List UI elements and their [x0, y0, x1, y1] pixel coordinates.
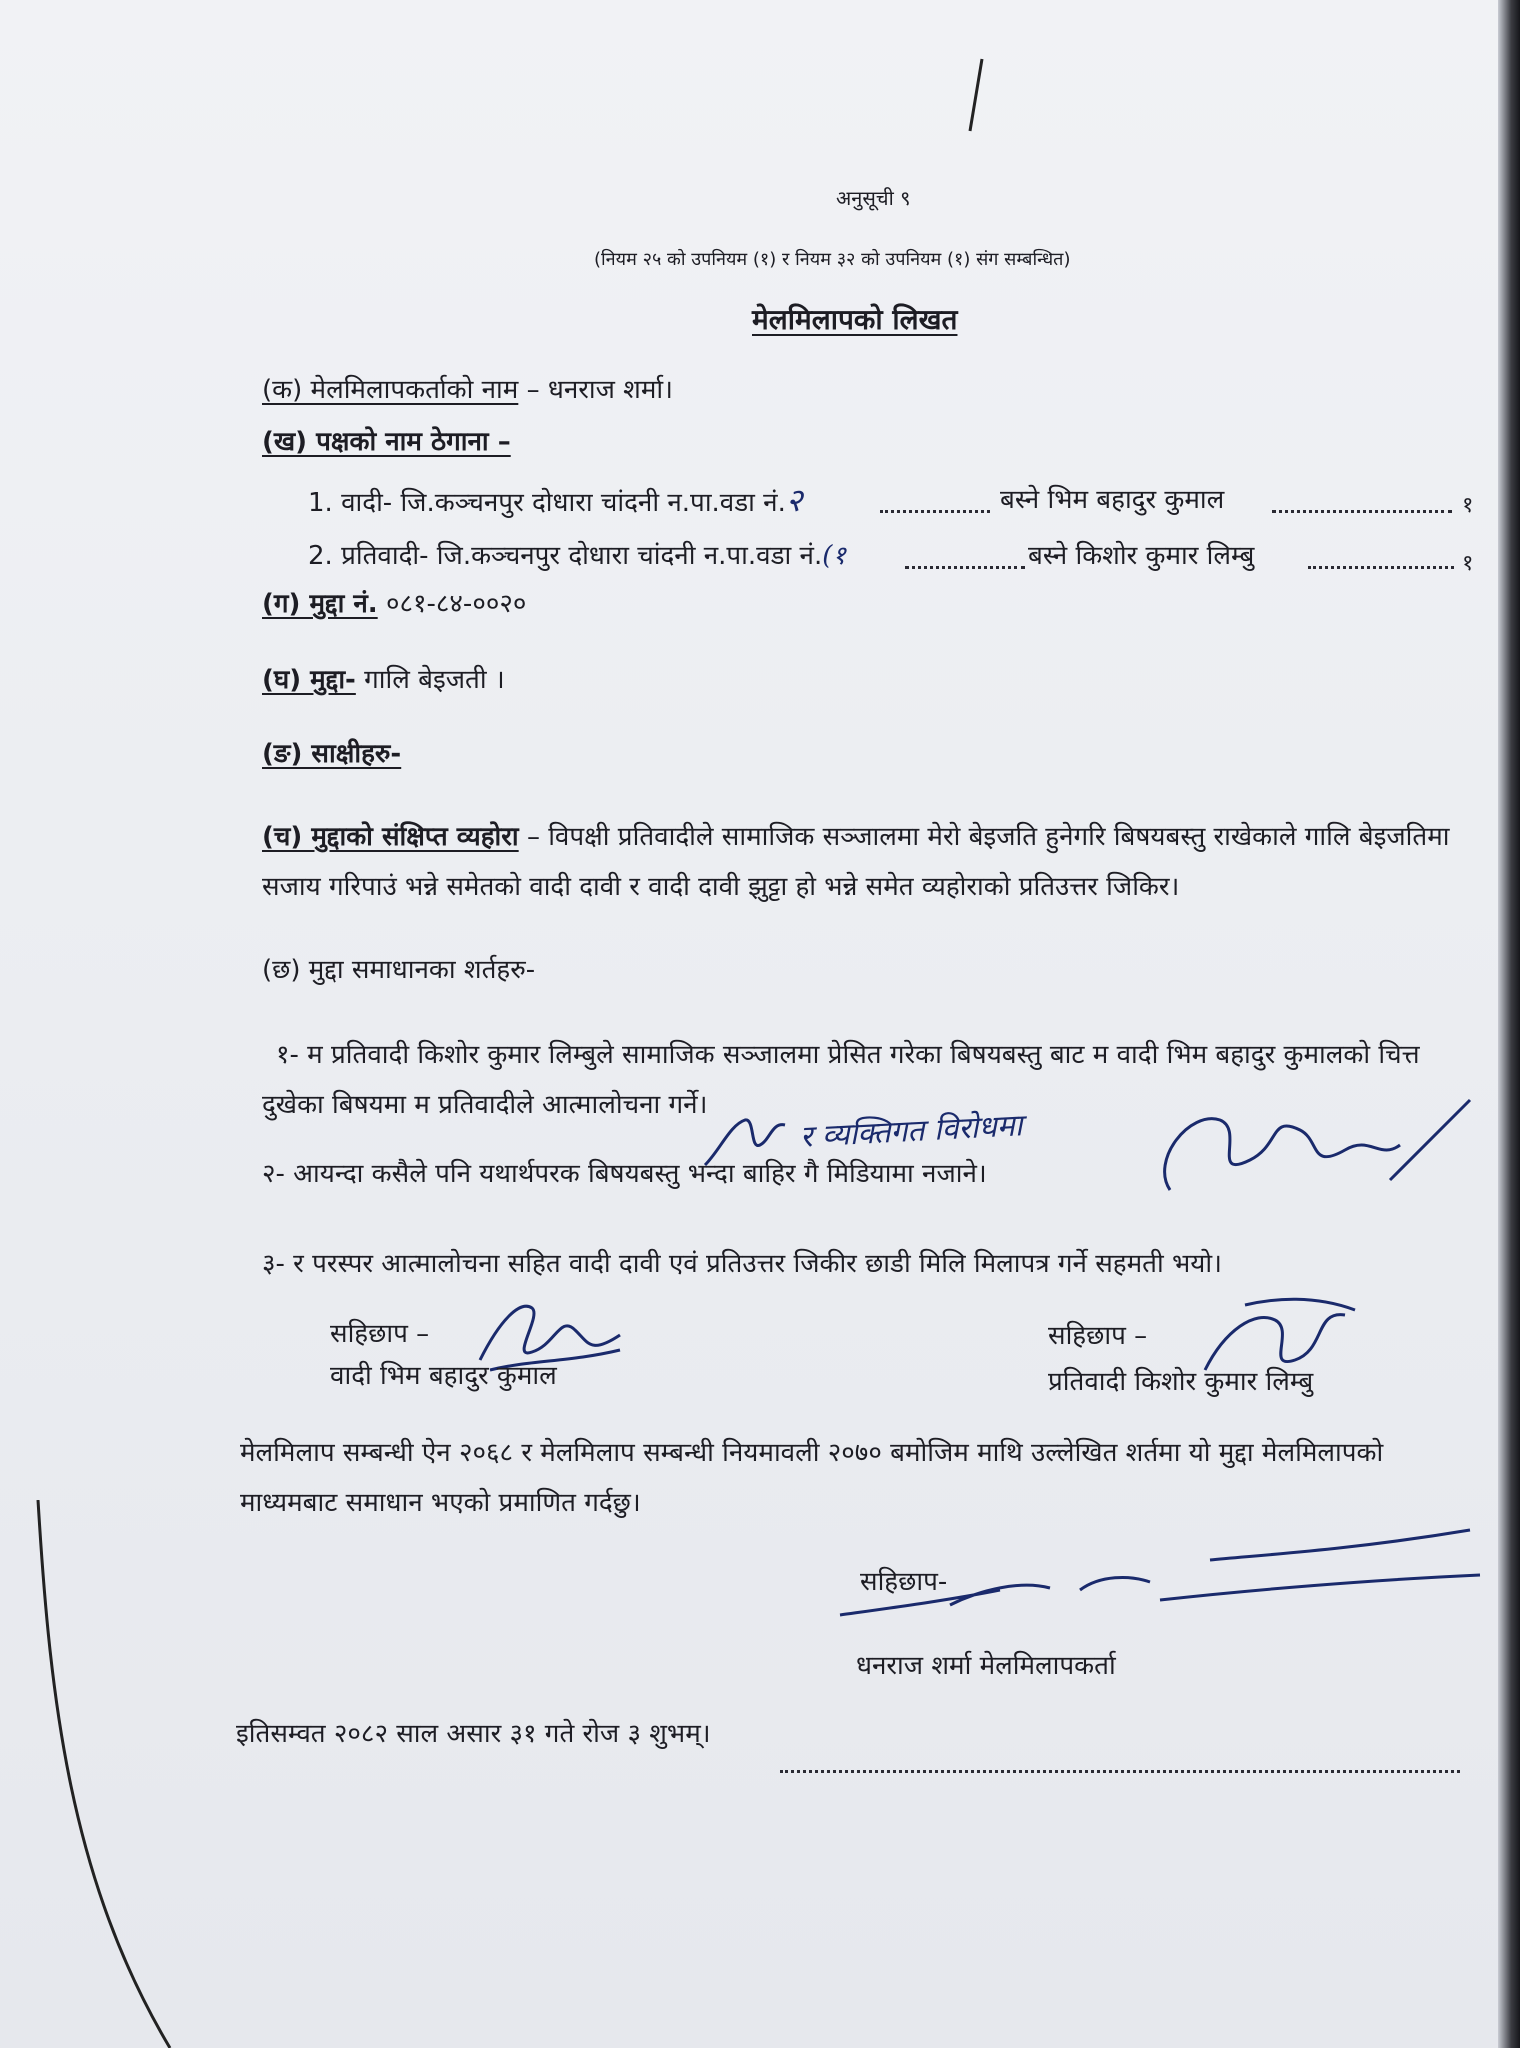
- schedule-heading: अनुसूची ९: [836, 186, 911, 210]
- mediator-field: [262, 374, 673, 406]
- case-summary: [262, 812, 1480, 912]
- party1-line: [308, 481, 803, 519]
- party2-dots-a: [905, 566, 1025, 569]
- margin-pen-line: [20, 1500, 180, 2048]
- term-2: २- आयन्दा कसैले पनि यथार्थपरक बिषयबस्तु भन्दा बाहिर गै मिडियामा नजाने।: [262, 1159, 987, 1189]
- party1-ward: २: [785, 481, 803, 519]
- party1-prefix: 1. वादी- जि.कञ्चनपुर दोधारा चांदनी न.पा.वडा नं.: [308, 488, 786, 518]
- defendant-name: प्रतिवादी किशोर कुमार लिम्बु: [1048, 1367, 1314, 1397]
- party2-resident: बस्ने किशोर कुमार लिम्बु: [1028, 541, 1255, 571]
- mediator-label: (क) मेलमिलापकर्ताको नाम: [262, 375, 519, 405]
- party2-dots-b: [1308, 566, 1454, 569]
- case-field: [262, 664, 505, 696]
- closing-dots: [780, 1770, 1460, 1773]
- paper-edge-shadow: [1498, 0, 1520, 2048]
- witness-label: (ङ) साक्षीहरु-: [262, 739, 402, 769]
- case-number-label: (ग) मुद्दा नं.: [262, 589, 378, 619]
- party1-resident: बस्ने भिम बहादुर कुमाल: [1000, 485, 1225, 515]
- party2-line: [308, 540, 846, 572]
- terms-label: (छ) मुद्दा समाधानका शर्तहरु-: [262, 955, 536, 985]
- annotation-initial: [700, 1110, 790, 1180]
- plaintiff-sign-label: सहिछाप –: [330, 1319, 430, 1349]
- certification-text: मेलमिलाप सम्बन्धी ऐन २०६८ र मेलमिलाप सम्बन्धी नियमावली २०७० बमोजिम माथि उल्लेखित शर्तमा यो मुद्दा मेलमिलापको माध्यमबाट समाधान भएको प्रमाणित गर्दछु।: [240, 1438, 1384, 1518]
- plaintiff-name: वादी भिम बहादुर कुमाल: [330, 1361, 557, 1391]
- party2-ward: (१: [822, 541, 846, 571]
- case-value: गालि बेइजती ।: [364, 665, 505, 695]
- mediator-name: धनराज शर्मा मेलमिलापकर्ता: [856, 1651, 1116, 1681]
- case-number-value: ०८१-८४-००२०: [385, 589, 527, 619]
- annotation-signature: [1150, 1090, 1480, 1200]
- term-1: १- म प्रतिवादी किशोर कुमार लिम्बुले सामाजिक सञ्जालमा प्रेसित गरेका बिषयबस्तु बाट म वादी भिम बहादुर कुमालको चित्त दुखेका बिषयमा म प्रतिवादीले आत्मालोचना गर्ने।: [262, 1040, 1420, 1120]
- handwritten-annotation: र व्यक्तिगत विरोधमा: [799, 1108, 1024, 1155]
- party1-dots-a: [880, 510, 990, 513]
- party1-count: १: [1462, 493, 1474, 518]
- party2-prefix: 2. प्रतिवादी- जि.कञ्चनपुर दोधारा चांदनी न.पा.वडा नं.: [308, 541, 823, 571]
- summary-label: (च) मुद्दाको संक्षिप्त व्यहोरा: [262, 822, 519, 852]
- mediator-signature: [830, 1520, 1490, 1630]
- defendant-sign-label: सहिछाप –: [1048, 1321, 1148, 1351]
- term-3: ३- र परस्पर आत्मालोचना सहित वादी दावी एवं प्रतिउत्तर जिकीर छाडी मिलि मिलापत्र गर्ने सहमती भयो।: [262, 1249, 1222, 1279]
- document-title: मेलमिलापको लिखत: [752, 303, 958, 336]
- case-label: (घ) मुद्दा-: [262, 665, 356, 695]
- closing-line: इतिसम्वत २०८२ साल असार ३१ गते रोज ३ शुभम्।: [236, 1719, 711, 1749]
- stray-pen-mark: [960, 55, 990, 135]
- mediator-value: – धनराज शर्मा।: [526, 375, 674, 405]
- mediator-sign-label: सहिछाप-: [860, 1567, 948, 1597]
- summary-text: – विपक्षी प्रतिवादीले सामाजिक सञ्जालमा मेरो बेइजति हुनेगरि बिषयबस्तु राखेकाले गालि बेइजतिमा सजाय गरिपाउं भन्ने समेतको वादी दावी र वादी दावी झुट्टा हो भन्ने समेत व्यहोराको प्रतिउत्तर जिकिर।: [262, 822, 1450, 902]
- case-number-field: [262, 588, 526, 620]
- party1-dots-b: [1272, 510, 1452, 513]
- rule-reference: (नियम २५ को उपनियम (१) र नियम ३२ को उपनियम (१) संग सम्बन्धित): [594, 249, 1071, 270]
- parties-label: (ख) पक्षको नाम ठेगाना –: [262, 427, 511, 457]
- party2-count: १: [1462, 551, 1474, 576]
